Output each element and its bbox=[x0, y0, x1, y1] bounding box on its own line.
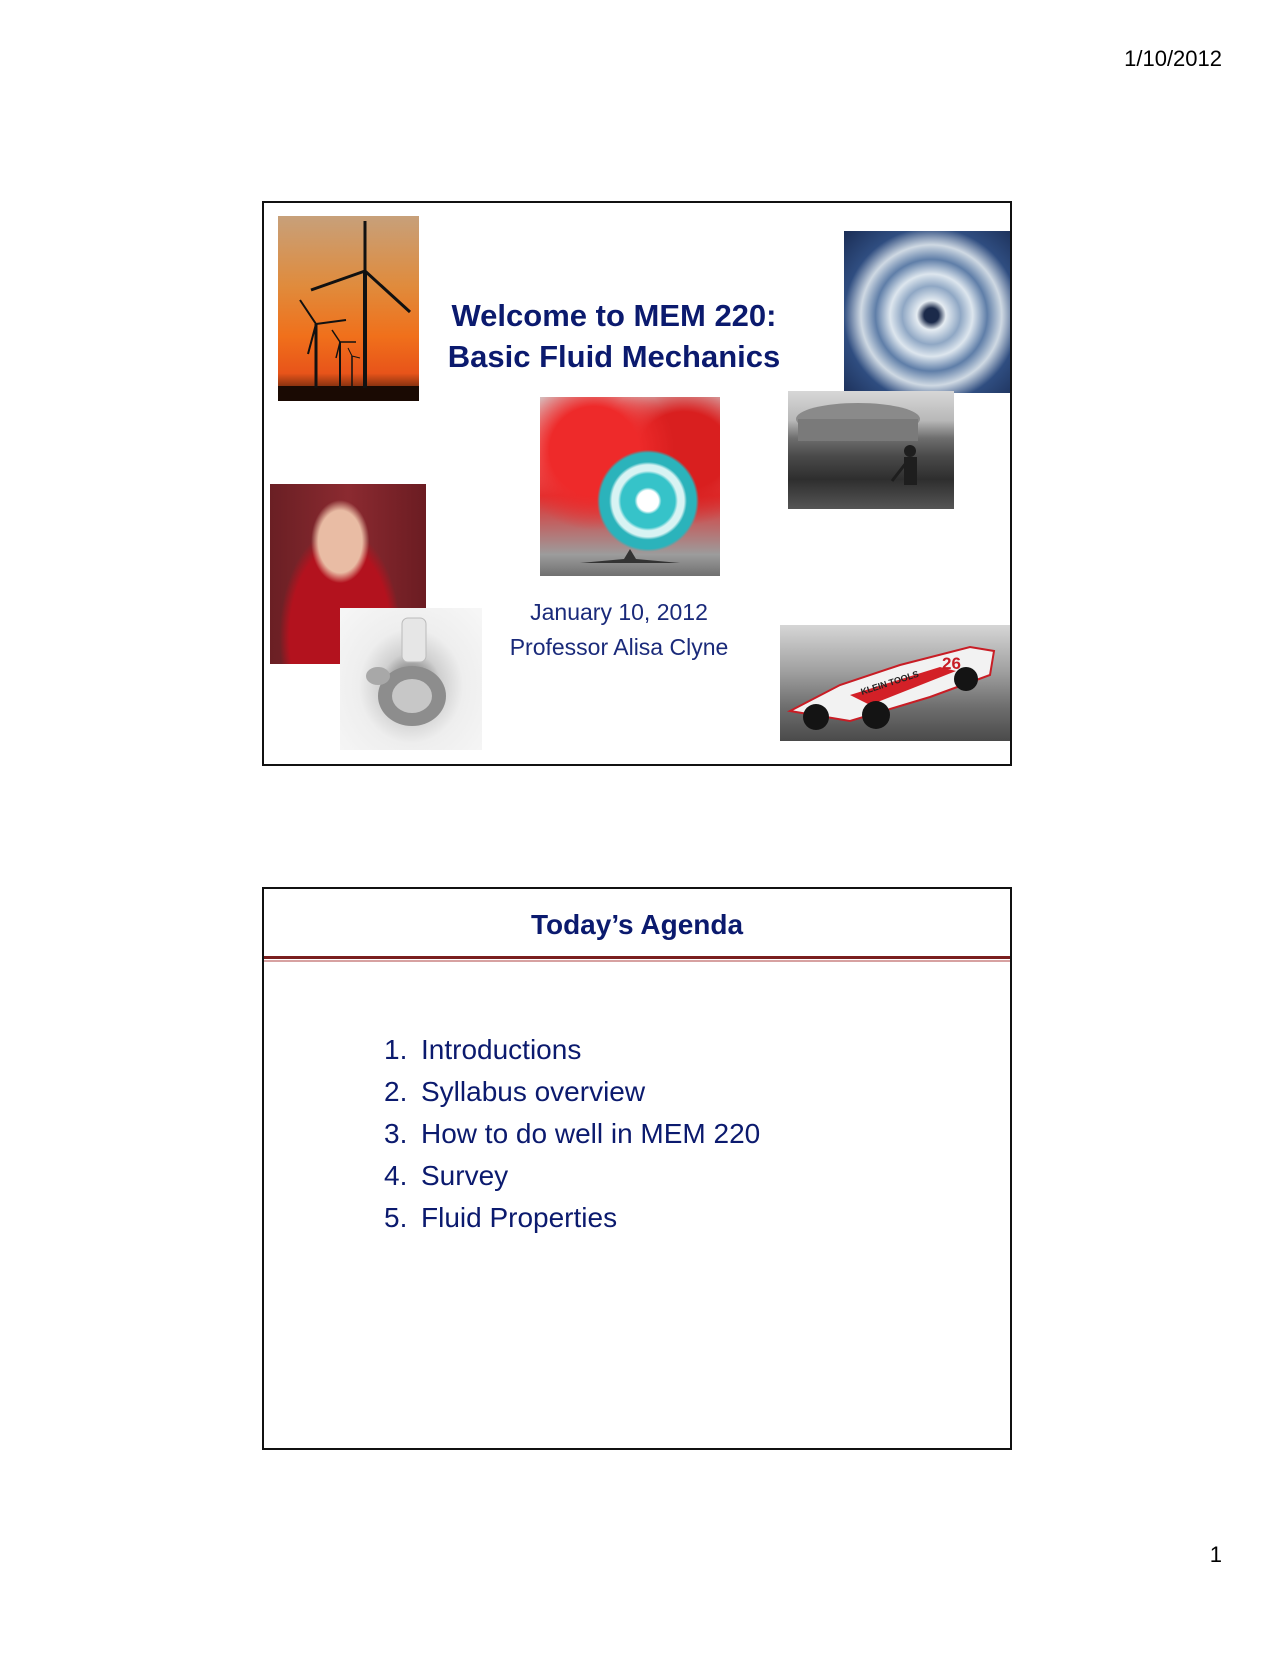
flooded-stadium-photo bbox=[788, 391, 954, 509]
slide-title bbox=[444, 295, 784, 377]
page-number: 1 bbox=[1209, 1542, 1222, 1567]
wingtip-vortex-photo bbox=[540, 397, 720, 576]
list-item-number: 1. bbox=[384, 1034, 408, 1065]
title-divider bbox=[264, 956, 1010, 959]
list-item bbox=[384, 1197, 760, 1239]
car-sponsor: KLEIN TOOLS bbox=[859, 668, 921, 697]
list-item-text: How to do well in MEM 220 bbox=[421, 1118, 761, 1149]
agenda-title: Today’s Agenda bbox=[530, 909, 744, 940]
list-item-text: Syllabus overview bbox=[421, 1076, 646, 1107]
slide-welcome bbox=[262, 201, 1012, 766]
list-item bbox=[384, 1071, 760, 1113]
list-item-text: Introductions bbox=[421, 1034, 582, 1065]
professor-name: Professor Alisa Clyne bbox=[509, 634, 729, 660]
race-car-photo bbox=[780, 625, 1010, 741]
list-item-number: 5. bbox=[384, 1202, 408, 1233]
lecture-date: January 10, 2012 bbox=[530, 599, 708, 625]
list-item bbox=[384, 1029, 760, 1071]
slide-title-line1: Welcome to MEM 220: bbox=[451, 298, 777, 333]
slide-title-line2: Basic Fluid Mechanics bbox=[447, 339, 781, 374]
page-date: 1/10/2012 bbox=[1124, 46, 1222, 71]
slide-subtitle bbox=[474, 595, 764, 665]
car-number: 26 bbox=[942, 654, 961, 673]
title-divider-accent bbox=[264, 960, 1010, 962]
list-item-number: 2. bbox=[384, 1076, 408, 1107]
list-item-number: 3. bbox=[384, 1118, 408, 1149]
list-item bbox=[384, 1113, 760, 1155]
list-item-number: 4. bbox=[384, 1160, 408, 1191]
hurricane-photo bbox=[844, 231, 1012, 393]
slide-agenda bbox=[262, 887, 1012, 1450]
list-item-text: Fluid Properties bbox=[421, 1202, 618, 1233]
agenda-list bbox=[384, 1029, 760, 1239]
list-item bbox=[384, 1155, 760, 1197]
list-item-text: Survey bbox=[421, 1160, 509, 1191]
wind-turbines-photo bbox=[278, 216, 419, 401]
artificial-heart-photo bbox=[340, 608, 482, 750]
